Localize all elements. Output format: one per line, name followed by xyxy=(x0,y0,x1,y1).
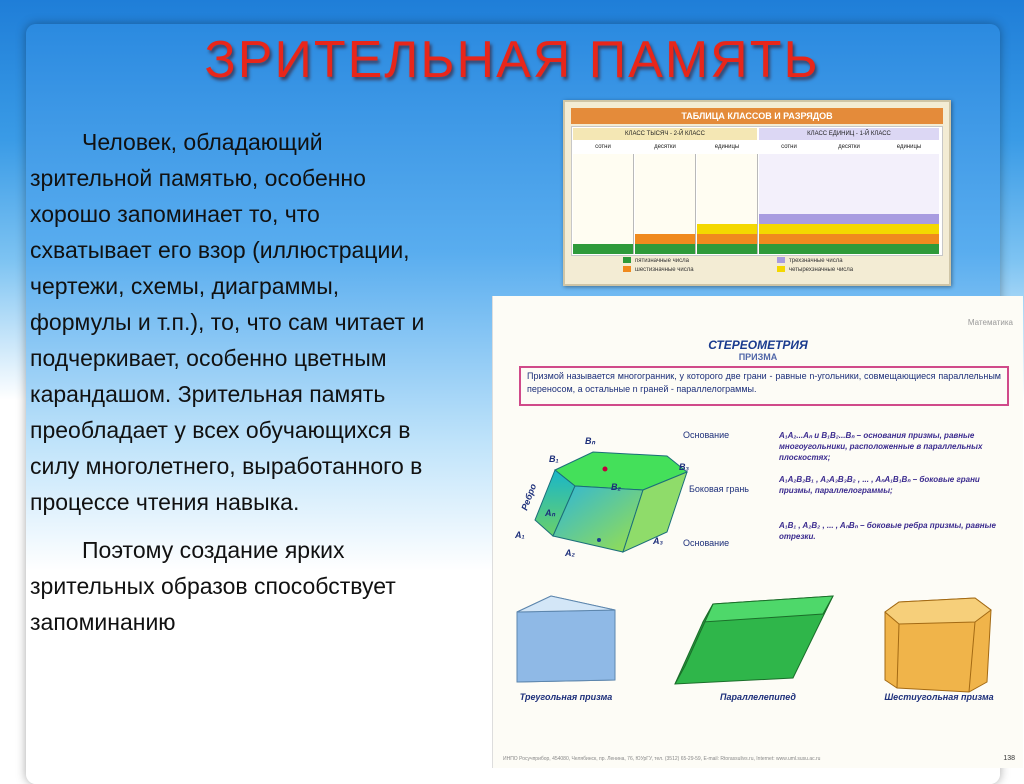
vertex-label: A₃ xyxy=(653,536,663,546)
prism-diagram xyxy=(515,432,715,582)
vertex-label: A₁ xyxy=(515,530,525,540)
legend-item: четырехзначные числа xyxy=(777,266,853,274)
prism-note: A₁A₂B₂B₁ , A₂A₃B₃B₂ , ... , AₙA₁B₁Bₙ – боковые грани призмы, параллелограммы; xyxy=(779,475,980,495)
vertex-label: Aₙ xyxy=(545,508,556,518)
label-base-bottom: Основание xyxy=(683,538,730,548)
poster-subtitle: ПРИЗМА xyxy=(738,352,778,362)
vertex-label: A₂ xyxy=(565,548,575,558)
col-header: единицы xyxy=(714,144,740,150)
col-header: единицы xyxy=(896,144,922,150)
prism-note: A₁A₂...Aₙ и B₁B₂...Bₙ – основания призмы, равные многоугольники, расположенные в параллельных плоскостях; xyxy=(779,431,983,462)
table-column xyxy=(819,154,880,254)
shape-caption: Треугольная призма xyxy=(519,692,613,702)
table-column xyxy=(573,154,634,254)
col-header: сотни xyxy=(595,144,611,150)
triangular-prism-shape xyxy=(511,592,621,688)
vertex-label: B₁ xyxy=(549,454,559,464)
shape-caption: Параллелепипед xyxy=(720,692,796,702)
table-column xyxy=(635,154,696,254)
class-units-header: КЛАСС ЕДИНИЦ - 1-Й КЛАСС xyxy=(759,128,939,140)
shape-caption: Шестиугольная призма xyxy=(884,692,994,702)
edge-label: Ребро xyxy=(519,482,539,512)
table-image-title: ТАБЛИЦА КЛАССОВ И РАЗРЯДОВ xyxy=(571,108,943,124)
legend-item: трехзначные числа xyxy=(777,257,843,265)
table-column xyxy=(879,154,939,254)
poster-footer: ИНПО Росучприбор, 454080, Челябинск, пр. Ленина, 76, ЮУрГУ, тел. (3512) 65-29-59, E-mail: Rtorassulivs.ru, Internet: www.uml.susu.ac.ru xyxy=(503,756,821,762)
stereometry-poster xyxy=(492,296,1023,768)
class-thousands-header: КЛАСС ТЫСЯЧ - 2-Й КЛАСС xyxy=(573,128,757,140)
paragraph-2: Поэтому создание ярких зрительных образов способствует запоминанию xyxy=(30,537,396,635)
vertex-label: B₃ xyxy=(679,462,689,472)
col-header: десятки xyxy=(654,144,676,150)
col-header: сотни xyxy=(781,144,797,150)
label-side-face: Боковая грань xyxy=(689,484,749,494)
table-column xyxy=(697,154,758,254)
legend-item: шестизначные числа xyxy=(623,266,694,274)
paragraph-1: Человек, обладающий зрительной памятью, особенно хорошо запоминает то, что схватывает его взор (иллюстрации, чертежи, схемы, диаграммы, формулы и т.п.), то, что сам читает и подчеркивает, особенно цветным карандашом. Зрительная память преобладает у всех обучающихся в силу многолетнего, выработанного в процессе чтения навыка. xyxy=(30,129,425,515)
legend-item: пятизначные числа xyxy=(623,257,689,265)
prism-note: A₁B₁ , A₂B₂ , ... , AₙBₙ – боковые ребра призмы, равные отрезки. xyxy=(779,521,996,541)
parallelepiped-shape xyxy=(673,592,843,692)
label-base-top: Основание xyxy=(683,430,730,440)
poster-brand: Математика xyxy=(967,318,1013,327)
classes-table-image xyxy=(563,100,951,286)
vertex-label: Bₙ xyxy=(585,436,596,446)
table-column xyxy=(759,154,820,254)
col-header: десятки xyxy=(838,144,860,150)
vertex-label: B₂ xyxy=(611,482,621,492)
page-number: 138 xyxy=(1003,755,1015,762)
slide-title: ЗРИТЕЛЬНАЯ ПАМЯТЬ xyxy=(204,31,820,89)
slide-body xyxy=(30,124,430,640)
hexagonal-prism-shape xyxy=(879,596,999,696)
definition-box: Призмой называется многогранник, у которого две грани - равные n-угольники, совмещающиеся параллельным переносом, а остальные n граней - параллелограммы. xyxy=(519,366,1009,406)
poster-title: СТЕРЕОМЕТРИЯ xyxy=(708,338,808,352)
